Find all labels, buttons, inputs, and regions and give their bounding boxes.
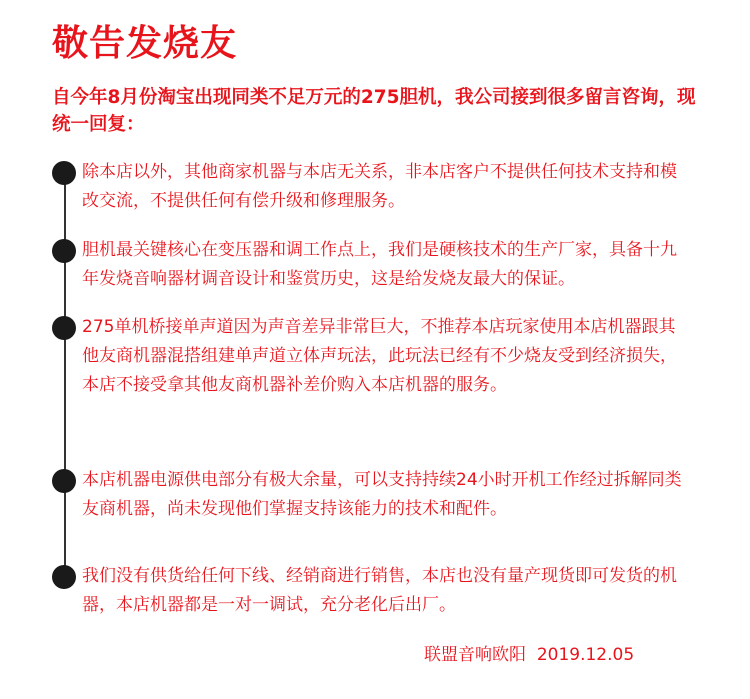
notice-item-text: 胆机最关键核心在变压器和调工作点上，我们是硬核技术的生产厂家，具备十九年发烧音响器材调音设计和鉴赏历史，这是给发烧友最大的保证。 (82, 240, 677, 289)
bullet-dot-icon (52, 316, 76, 340)
signature-name: 联盟音响欧阳 (424, 645, 526, 665)
notice-item-text: 275单机桥接单声道因为声音差异非常巨大，不推荐本店玩家使用本店机器跟其他友商机器混搭组建单声道立体声玩法，此玩法已经有不少烧友受到经济损失，本店不接受拿其他友商机器补差价购入本店机器的服务。 (82, 317, 677, 395)
bullet-dot-icon (52, 239, 76, 263)
notice-title: 敬告发烧友 (52, 23, 238, 64)
signature-date: 2019.12.05 (536, 645, 635, 665)
signature (424, 642, 634, 668)
notice-item-text: 除本店以外，其他商家机器与本店无关系，非本店客户不提供任何技术支持和模改交流，不提供任何有偿升级和修理服务。 (82, 162, 677, 211)
notice-item-text: 我们没有供货给任何下线、经销商进行销售，本店也没有量产现货即可发货的机器，本店机器都是一对一调试，充分老化后出厂。 (82, 566, 677, 615)
bullet-dot-icon (52, 161, 76, 185)
bullet-dot-icon (52, 565, 76, 589)
notice-item-text: 本店机器电源供电部分有极大余量，可以支持持续24小时开机工作经过拆解同类友商机器，尚未发现他们掌握支持该能力的技术和配件。 (82, 470, 682, 519)
timeline-line (64, 172, 66, 576)
intro-paragraph: 自今年8月份淘宝出现同类不足万元的275胆机，我公司接到很多留言咨询，现统一回复： (52, 87, 696, 135)
bullet-dot-icon (52, 469, 76, 493)
